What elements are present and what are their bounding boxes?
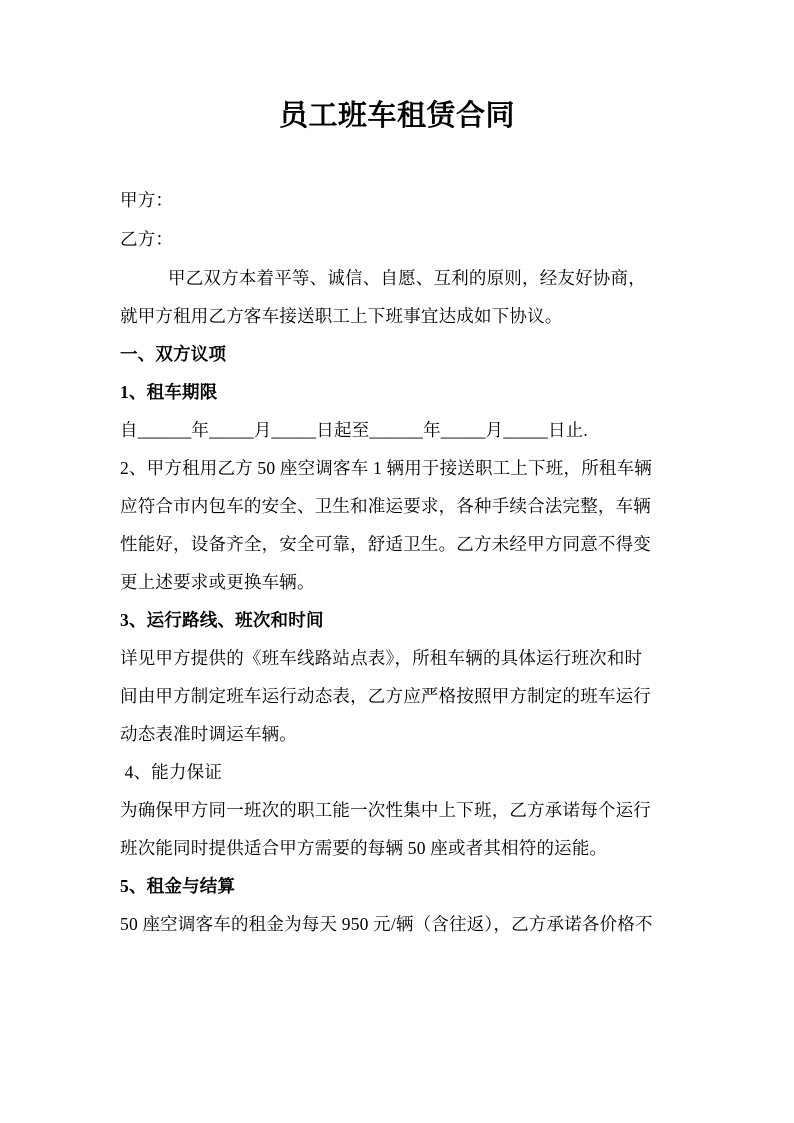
item-2-line-2: 应符合市内包车的安全、卫生和准运要求，各种手续合法完整，车辆	[120, 496, 651, 516]
item-3-line-1: 详见甲方提供的《班车线路站点表》，所租车辆的具体运行班次和时	[120, 648, 643, 668]
item-5-line-1: 50 座空调客车的租金为每天 950 元/辆（含往返），乙方承诺各价格不	[120, 914, 653, 934]
party-a-label: 甲方：	[120, 190, 174, 210]
item-4-line-2: 班次能同时提供适合甲方需要的每辆 50 座或者其相符的运能。	[120, 838, 608, 858]
page-title: 员工班车租赁合同	[278, 100, 515, 132]
preamble-line-1: 甲乙双方本着平等、诚信、自愿、互利的原则，经友好协商，	[168, 268, 646, 288]
item-2-line-4: 更上述要求或更换车辆。	[120, 572, 315, 592]
document-body	[120, 181, 680, 943]
preamble-line-2: 就甲方租用乙方客车接送职工上下班事宜达成如下协议。	[120, 306, 563, 326]
item-2-line-3: 性能好，设备齐全，安全可靠，舒适卫生。乙方未经甲方同意不得变	[120, 534, 651, 554]
item-4-line-1: 为确保甲方同一班次的职工能一次性集中上下班，乙方承诺每个运行	[120, 800, 651, 820]
rental-period-blank-line: 自______年_____月_____日起至______年_____月_____日止.	[120, 420, 588, 440]
party-b-label: 乙方：	[120, 229, 174, 249]
section-heading-1: 一、双方议项	[120, 344, 227, 364]
item-3-line-3: 动态表准时调运车辆。	[120, 724, 297, 744]
item-heading-1: 1、租车期限	[120, 382, 218, 402]
item-heading-3: 3、运行路线、班次和时间	[120, 610, 324, 630]
item-heading-4: 4、能力保证	[120, 762, 223, 782]
item-3-line-2: 间由甲方制定班车运行动态表，乙方应严格按照甲方制定的班车运行	[120, 686, 651, 706]
item-2-line-1: 2、甲方租用乙方 50 座空调客车 1 辆用于接送职工上下班，所租车辆	[120, 458, 652, 478]
item-heading-5: 5、租金与结算	[120, 876, 236, 896]
